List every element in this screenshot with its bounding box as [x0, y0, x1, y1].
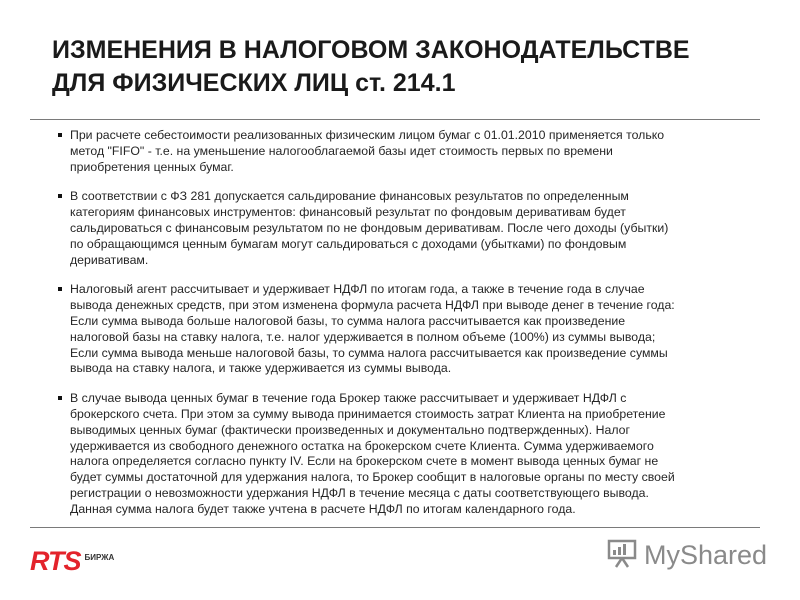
top-divider	[30, 119, 760, 120]
bullet-line: брокерского счета. При этом за сумму вывода принимается стоимость затрат Клиента на приобретение	[70, 406, 666, 421]
bullet-line: налоговой базы на ставку налога, т.е. налог удерживается в полном объеме (100%) из суммы вывода;	[70, 329, 656, 344]
bullet-line: сальдироваться с финансовым результатом по не фондовым деривативам. После чего доходы (убытки)	[70, 220, 669, 235]
presentation-board-icon	[606, 537, 638, 574]
bullet-line: деривативам.	[70, 252, 149, 267]
bullet-list	[56, 128, 756, 532]
bullet-item	[56, 282, 756, 377]
bottom-divider	[30, 527, 760, 528]
bullet-item	[56, 128, 756, 175]
bullet-line: метод "FIFO" - т.е. на уменьшение налогооблагаемой базы идет стоимость первых по времени	[70, 143, 613, 158]
title-line-2: ДЛЯ ФИЗИЧЕСКИХ ЛИЦ ст. 214.1	[52, 69, 456, 97]
bullet-line: вывода денежных средств, при этом изменена формула расчета НДФЛ при выводе денег в течение года:	[70, 298, 675, 313]
bullet-line: налога определяется согласно пункту IV. Если на брокерском счете в момент вывода ценных бумаг не	[70, 454, 659, 469]
title-line-1: ИЗМЕНЕНИЯ В НАЛОГОВОМ ЗАКОНОДАТЕЛЬСТВЕ	[52, 36, 690, 64]
bullet-line: по обращающимся ценным бумагам могут сальдироваться с доходами (убытками) по фондовым	[70, 236, 627, 251]
bullet-line: В соответствии с ФЗ 281 допускается сальдирование финансовых результатов по определенным	[70, 189, 629, 204]
bullet-line: регистрации о невозможности удержания НДФЛ в течение месяца с даты соответствующего вывода.	[70, 485, 649, 500]
bullet-line: будет суммы достаточной для удержания налога, то Брокер сообщит в налоговые органы по месту своей	[70, 470, 675, 485]
bullet-line: выводимых ценных бумаг (фактически произведенных и документально подтвержденных). Налог	[70, 422, 630, 437]
bullet-line: Если сумма вывода меньше налоговой базы, то сумма налога рассчитывается как произведение суммы	[70, 345, 668, 360]
rts-logo-subtitle: БИРЖА	[84, 552, 115, 562]
bullet-line: Налоговый агент рассчитывает и удерживает НДФЛ по итогам года, а также в течение года в случае	[70, 282, 645, 297]
rts-logo-text: RTS	[30, 545, 81, 576]
myshared-logo-text: MyShared	[644, 539, 768, 570]
myshared-logo[interactable]	[606, 538, 767, 572]
bullet-line: удерживается из свободного денежного остатка на брокерском счете Клиента. Сумма удерживаемого	[70, 438, 654, 453]
bullet-line: приобретения ценных бумаг.	[70, 159, 234, 174]
rts-logo	[30, 546, 114, 576]
bullet-line: Если сумма вывода больше налоговой базы, то сумма налога рассчитывается как произведение	[70, 313, 626, 328]
bullet-line: категориям финансовых инструментов: финансовый результат по фондовым деривативам будет	[70, 205, 626, 220]
page-title	[52, 34, 752, 100]
bullet-line: При расчете себестоимости реализованных физическим лицом бумаг с 01.01.2010 применяется только	[70, 128, 665, 142]
bullet-line: вывода на ставку налога, и также удерживается из суммы вывода.	[70, 361, 452, 376]
bullet-item	[56, 391, 756, 517]
bullet-line: В случае вывода ценных бумаг в течение года Брокер также рассчитывает и удерживает НДФЛ с	[70, 391, 627, 406]
bullet-item	[56, 189, 756, 268]
bullet-line: Данная сумма налога будет также учтена в расчете НДФЛ по итогам календарного года.	[70, 501, 576, 516]
